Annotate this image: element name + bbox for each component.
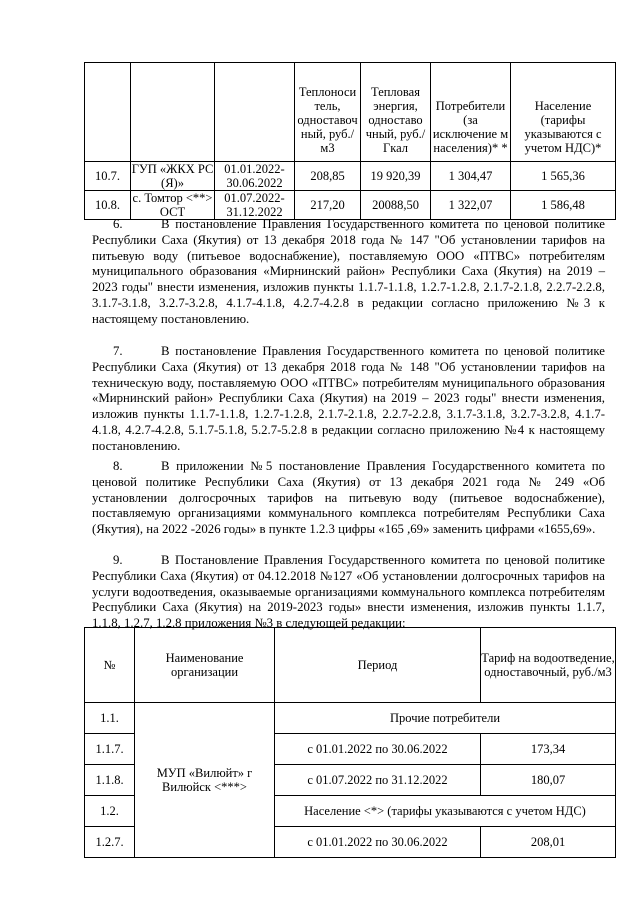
header-heat-energy: Тепловая энергия, одноставо чный, руб./Гкал — [361, 63, 431, 162]
paragraph-text: В Постановление Правления Государственного комитета по ценовой политике Республики Саха (Якутия) от 04.12.2018 №127 «Об установлении долгосрочных тарифов на услуги водоотведения, оказываемые организациями коммунального комплекса потребителям Республики Саха (Якутия) на 2019-2023 годы» внести изменения, изложив пункты 1.1.7, 1.1.8, 1.2.7, 1.2.8 приложения №3 в следующей редакции: — [92, 553, 605, 631]
paragraph-7 — [92, 344, 605, 455]
coolant-value: 217,20 — [295, 191, 361, 220]
header-cell-empty — [85, 63, 131, 162]
period: с 01.01.2022 по 30.06.2022 — [275, 827, 481, 858]
organization-name: МУП «Вилюйт» г Вилюйск <***> — [135, 703, 275, 858]
paragraph-text: В постановление Правления Государственного комитета по ценовой политике Республики Саха (Якутия) от 13 декабря 2018 года № 148 "Об установлении тарифов на техническую воду, поставляемую ООО «ПТВС» потребителям муниципального образования «Мирнинский район» Республики Саха (Якутия) на 2019 – 2023 годы" внести изменения, изложив пункты 1.1.7-1.1.8, 1.2.7-1.2.8, 2.1.7-2.1.8, 2.2.7-2.2.8, 3.1.7-3.1.8, 3.2.7-3.2.8, 4.1.7-4.1.8, 4.2.7-4.2.8, 5.1.7-5.1.8, 5.2.7-5.2.8 в редакции согласно приложению №4 к настоящему постановлению. — [92, 344, 605, 453]
header-tariff: Тариф на водоотведение, одноставочный, руб./м3 — [481, 628, 616, 703]
tariff-value: 180,07 — [481, 765, 616, 796]
section-label: Население <*> (тарифы указываются с учетом НДС) — [275, 796, 616, 827]
consumers-value: 1 304,47 — [431, 162, 511, 191]
paragraph-text: В постановление Правления Государственного комитета по ценовой политике Республики Саха (Якутия) от 13 декабря 2018 года № 147 "Об установлении тарифов на питьевую воду (питьевое водоснабжение), поставляемую ООО «ПТВС» потребителям муниципального образования «Мирнинский район» Республики Саха (Якутия) на 2019 – 2023 годы" внести изменения, изложив пункты 1.1.7-1.1.8, 1.2.7-1.2.8, 2.1.7-2.1.8, 2.2.7-2.2.8, 3.1.7-3.1.8, 3.2.7-3.2.8, 4.1.7-4.1.8, 4.2.7-4.2.8 в редакции согласно приложению №3 к настоящему постановлению. — [92, 217, 605, 326]
period: с 01.07.2022 по 31.12.2022 — [275, 765, 481, 796]
tariff-value: 208,01 — [481, 827, 616, 858]
row-number: 10.8. — [85, 191, 131, 220]
header-cell-empty — [131, 63, 215, 162]
table-header-row — [85, 628, 616, 703]
section-label: Прочие потребители — [275, 703, 616, 734]
tariff-value: 173,34 — [481, 734, 616, 765]
row-number: 1.1.8. — [85, 765, 135, 796]
header-period: Период — [275, 628, 481, 703]
organization-name: с. Томтор <**> ОСТ — [131, 191, 215, 220]
row-number: 1.1.7. — [85, 734, 135, 765]
header-organization: Наименование организации — [135, 628, 275, 703]
paragraph-number: 8. — [113, 459, 123, 473]
row-number: 1.2. — [85, 796, 135, 827]
population-value: 1 565,36 — [511, 162, 616, 191]
row-number: 1.1. — [85, 703, 135, 734]
header-cell-empty — [215, 63, 295, 162]
organization-name: ГУП «ЖКХ РС (Я)» — [131, 162, 214, 190]
header-population: Население (тарифы указываются с учетом НДС)* — [511, 63, 616, 162]
table-header-row — [85, 63, 616, 162]
heat-energy-value: 20088,50 — [361, 191, 431, 220]
paragraph-8 — [92, 459, 605, 538]
header-consumers: Потребители (за исключение м населения)* * — [431, 63, 511, 162]
paragraph-text: В приложении №5 постановление Правления Государственного комитета по ценовой политике Республики Саха (Якутия) от 13 декабря 2021 года № 249 «Об установлении долгосрочных тарифов на питьевую воду (питьевое водоснабжение), поставляемую организациями коммунального комплекса потребителям Республики Саха (Якутия), на 2022 -2026 годы» в пункте 1.2.3 цифры «165 ,69» заменить цифрами «1655,69». — [92, 459, 605, 537]
row-number: 1.2.7. — [85, 827, 135, 858]
population-value: 1 586,48 — [511, 191, 616, 220]
paragraph-9 — [92, 553, 605, 632]
consumers-value: 1 322,07 — [431, 191, 511, 220]
period: с 01.01.2022 по 30.06.2022 — [275, 734, 481, 765]
wastewater-tariff-table — [84, 627, 616, 858]
table-row — [85, 162, 616, 191]
header-coolant: Теплоноси тель, одноставоч ный, руб./м3 — [295, 63, 361, 162]
period: 01.01.2022-30.06.2022 — [215, 162, 295, 191]
row-number: 10.7. — [85, 162, 131, 191]
period: 01.07.2022-31.12.2022 — [215, 191, 295, 220]
table-row — [85, 191, 616, 220]
paragraph-number: 6. — [113, 217, 123, 231]
paragraph-6 — [92, 217, 605, 328]
paragraph-number: 7. — [113, 344, 123, 358]
table-row — [85, 703, 616, 734]
heat-tariff-table — [84, 62, 616, 220]
heat-energy-value: 19 920,39 — [361, 162, 431, 191]
header-number: № — [85, 628, 135, 703]
paragraph-number: 9. — [113, 553, 123, 567]
coolant-value: 208,85 — [295, 162, 361, 191]
